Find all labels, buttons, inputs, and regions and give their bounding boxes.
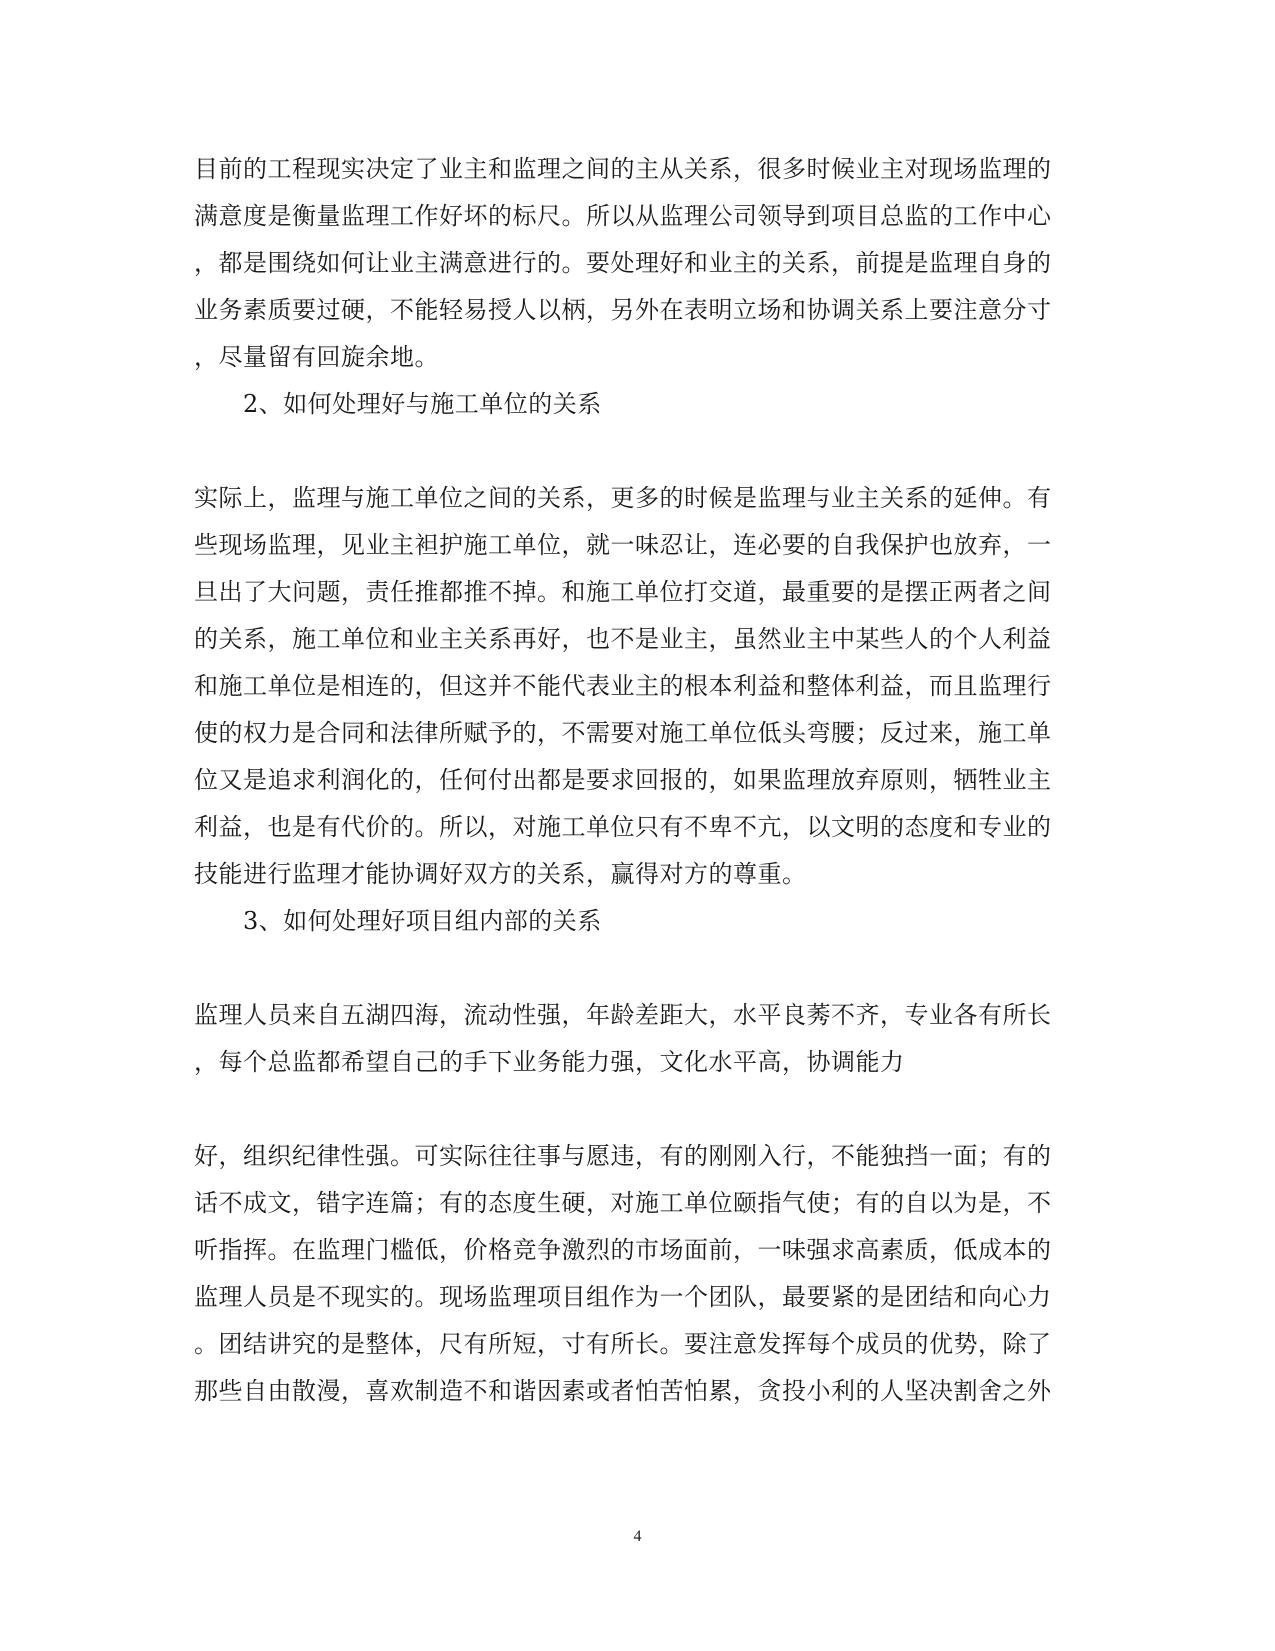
paragraph-4-line-5: 。团结讲究的是整体，尺有所短，寸有所长。要注意发挥每个成员的优势，除了 <box>194 1330 1052 1358</box>
page-number: 4 <box>633 1528 642 1545</box>
paragraph-1-line-3: ，都是围绕如何让业主满意进行的。要处理好和业主的关系，前提是监理自身的 <box>194 249 1052 277</box>
paragraph-2-line-8: 利益，也是有代价的。所以，对施工单位只有不卑不亢，以文明的态度和专业的 <box>194 813 1052 841</box>
paragraph-4-line-4: 监理人员是不现实的。现场监理项目组作为一个团队，最要紧的是团结和向心力 <box>194 1283 1052 1311</box>
paragraph-2-line-5: 和施工单位是相连的，但这并不能代表业主的根本利益和整体利益，而且监理行 <box>194 672 1052 700</box>
paragraph-1-line-5: ，尽量留有回旋余地。 <box>194 343 439 371</box>
paragraph-4-line-6: 那些自由散漫，喜欢制造不和谐因素或者怕苦怕累，贪投小利的人坚决割舍之外 <box>194 1377 1052 1405</box>
section-heading-2: 2、如何处理好与施工单位的关系 <box>243 390 602 418</box>
paragraph-2-line-2: 些现场监理，见业主袒护施工单位，就一味忍让，连必要的自我保护也放弃，一 <box>194 531 1052 559</box>
paragraph-2-line-4: 的关系，施工单位和业主关系再好，也不是业主，虽然业主中某些人的个人利益 <box>194 625 1052 653</box>
paragraph-4-line-1: 好，组织纪律性强。可实际往往事与愿违，有的刚刚入行，不能独挡一面；有的 <box>194 1142 1052 1170</box>
paragraph-2-line-1: 实际上，监理与施工单位之间的关系，更多的时候是监理与业主关系的延伸。有 <box>194 484 1052 512</box>
paragraph-3-line-2: ，每个总监都希望自己的手下业务能力强，文化水平高，协调能力 <box>194 1048 905 1076</box>
paragraph-2-line-9: 技能进行监理才能协调好双方的关系，赢得对方的尊重。 <box>194 860 807 888</box>
section-heading-3: 3、如何处理好项目组内部的关系 <box>243 907 602 935</box>
paragraph-2-line-6: 使的权力是合同和法律所赋予的，不需要对施工单位低头弯腰；反过来，施工单 <box>194 719 1052 747</box>
paragraph-2-line-3: 旦出了大问题，责任推都推不掉。和施工单位打交道，最重要的是摆正两者之间 <box>194 578 1052 606</box>
paragraph-4-line-2: 话不成文，错字连篇；有的态度生硬，对施工单位颐指气使；有的自以为是，不 <box>194 1189 1052 1217</box>
paragraph-3-line-1: 监理人员来自五湖四海，流动性强，年龄差距大，水平良莠不齐，专业各有所长 <box>194 1001 1052 1029</box>
paragraph-1-line-1: 目前的工程现实决定了业主和监理之间的主从关系，很多时候业主对现场监理的 <box>194 155 1052 183</box>
paragraph-1-line-2: 满意度是衡量监理工作好坏的标尺。所以从监理公司领导到项目总监的工作中心 <box>194 202 1052 230</box>
paragraph-1-line-4: 业务素质要过硬，不能轻易授人以柄，另外在表明立场和协调关系上要注意分寸 <box>194 296 1052 324</box>
paragraph-2-line-7: 位又是追求利润化的，任何付出都是要求回报的，如果监理放弃原则，牺牲业主 <box>194 766 1052 794</box>
paragraph-4-line-3: 听指挥。在监理门槛低，价格竞争激烈的市场面前，一味强求高素质，低成本的 <box>194 1236 1052 1264</box>
